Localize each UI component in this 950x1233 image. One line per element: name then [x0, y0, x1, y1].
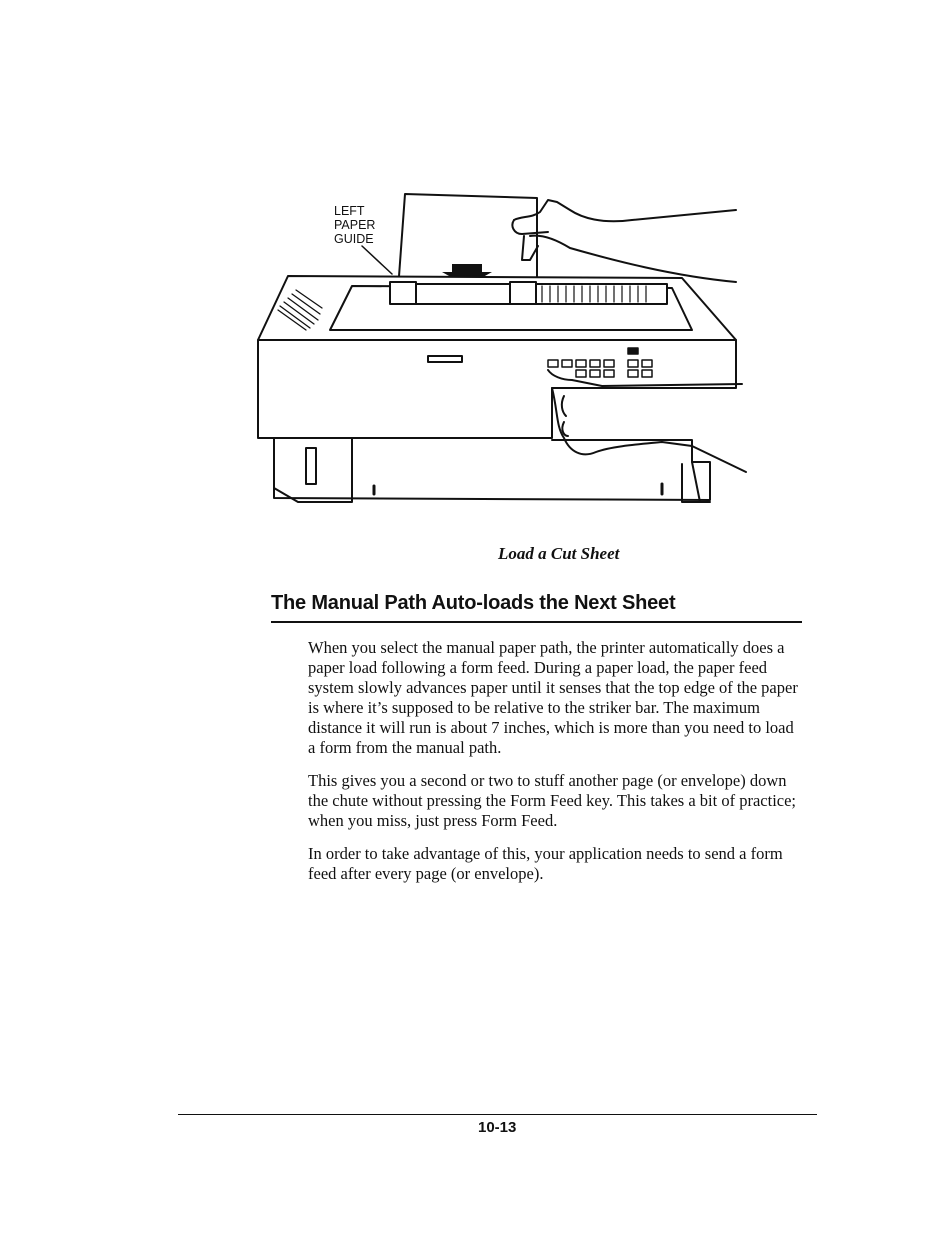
printer-base — [274, 438, 710, 500]
callout-line-2: PAPER — [334, 218, 376, 232]
printer-front — [258, 340, 736, 438]
paragraph: In order to take advantage of this, your application needs to send a form feed after every page (or envelope). — [308, 844, 783, 883]
callout-line-1: LEFT — [334, 204, 365, 218]
page-number: 10-13 — [478, 1119, 517, 1136]
printer-illustration — [252, 190, 752, 510]
section-heading: The Manual Path Auto-loads the Next Sheet — [271, 592, 676, 614]
callout-line-3: GUIDE — [334, 232, 374, 246]
figure-caption: Load a Cut Sheet — [498, 544, 620, 563]
right-paper-guide — [510, 282, 536, 304]
section-body — [308, 638, 803, 897]
paragraph: This gives you a second or two to stuff another page (or envelope) down the chute without pressing the Form Feed key. This takes a bit of practice; when you miss, just press Form Feed. — [308, 771, 797, 830]
left-paper-guide-callout — [334, 204, 375, 246]
left-paper-guide — [390, 282, 416, 304]
paragraph: When you select the manual paper path, the printer automatically does a paper load following a form feed. During a paper load, the paper feed system slowly advances paper until it senses that the top edge of the paper is where it’s supposed to be relative to the striker bar. The maximum distance it will run is about 7 inches, which is more than you need to load a form from the manual path. — [308, 638, 798, 757]
footer-rule — [178, 1114, 817, 1115]
heading-underline — [271, 621, 802, 623]
upper-hand — [514, 200, 736, 221]
